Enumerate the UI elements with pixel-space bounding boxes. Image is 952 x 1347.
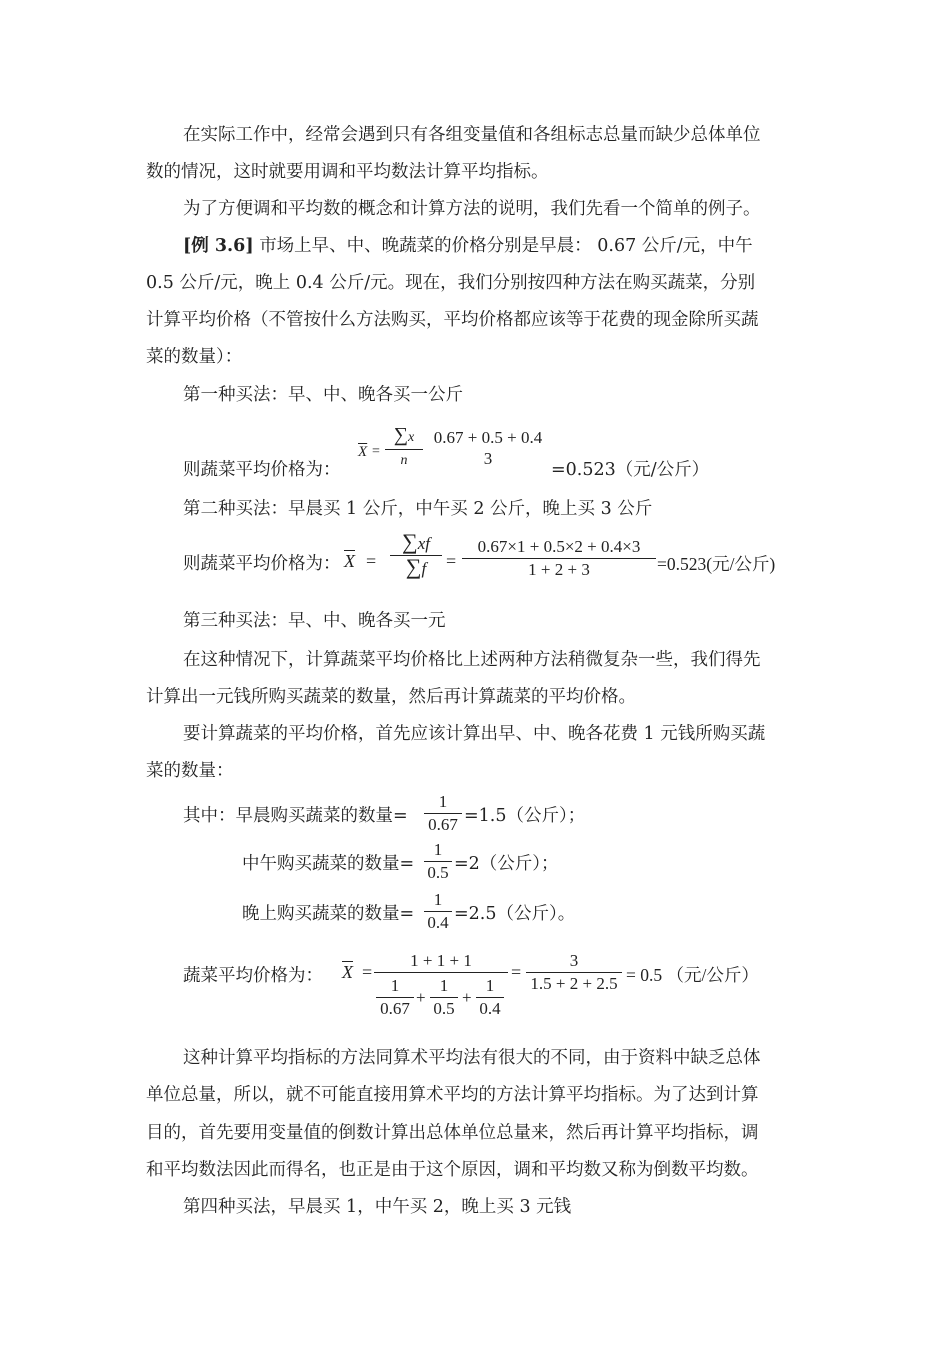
formula-label: 蔬菜平均价格为： <box>183 966 323 986</box>
harmonic-fraction <box>374 951 508 1026</box>
fraction-bar <box>430 997 458 998</box>
quantity-result: =2（公斤）； <box>454 854 559 874</box>
formula-label: 则蔬菜平均价格为： <box>183 460 341 480</box>
fraction-bar <box>424 911 452 912</box>
quantity-label: 其中：早晨购买蔬菜的数量= <box>183 806 408 826</box>
formula-result: = 0.5 （元/公斤） <box>626 965 759 985</box>
reciprocal-fraction <box>424 840 452 883</box>
paragraph-line: 和平均数法因此而得名，也正是由于这个原因，调和平均数又称为倒数平均数。 <box>146 1160 759 1180</box>
fraction-denominator: 1 + 2 + 3 <box>528 560 590 579</box>
reciprocal-fraction <box>376 976 414 1019</box>
value-fraction <box>462 537 656 580</box>
paragraph-line: 菜的数量）： <box>146 347 243 367</box>
reciprocal-fraction <box>424 792 462 835</box>
sigma-symbol: ∑ <box>393 424 409 446</box>
fraction-numerator: 1 <box>439 976 449 995</box>
example-label: [例 3.6] <box>183 236 254 256</box>
fraction-denominator: 1.5 + 2 + 2.5 <box>530 974 618 993</box>
fraction-numerator <box>390 529 442 554</box>
method-heading: 第一种买法：早、中、晚各买一公斤 <box>183 385 463 405</box>
formula-label: 则蔬菜平均价格为： <box>183 554 341 574</box>
sigma-symbol: ∑ <box>405 554 422 579</box>
fraction-bar <box>462 558 656 559</box>
quantity-result: =2.5（公斤）。 <box>454 904 576 924</box>
sum-fraction <box>385 425 423 471</box>
fraction-bar <box>376 997 414 998</box>
example-text: 市场上早、中、晚蔬菜的价格分别是早晨： 0.67 公斤/元，中午 <box>259 236 753 256</box>
reciprocal-fraction <box>430 976 458 1019</box>
paragraph-line: 这种计算平均指标的方法同算术平均法有很大的不同，由于资料中缺乏总体 <box>183 1048 761 1068</box>
x-bar-symbol: $\overline{X}$ <box>358 444 368 460</box>
fraction-bar <box>526 972 622 973</box>
sigma-symbol: ∑ <box>402 529 418 554</box>
x-symbol: x <box>408 430 415 445</box>
fraction-bar <box>424 813 462 814</box>
paragraph-line: 为了方便调和平均数的概念和计算方法的说明，我们先看一个简单的例子。 <box>183 199 761 219</box>
paragraph-line: 要计算蔬菜的平均价格，首先应该计算出早、中、晚各花费 1 元钱所购买蔬 <box>183 724 766 744</box>
paragraph-line: 菜的数量： <box>146 761 234 781</box>
quantity-label: 晚上购买蔬菜的数量= <box>242 904 415 924</box>
equals-sign: = <box>511 962 522 982</box>
sum-fraction <box>526 951 622 994</box>
weighted-sum-fraction <box>390 529 442 579</box>
paragraph-line: 在实际工作中，经常会遇到只有各组变量值和各组标志总量而缺少总体单位 <box>183 125 761 145</box>
fraction-denominator: 0.4 <box>479 999 501 1018</box>
value-fraction <box>427 428 549 469</box>
fraction-bar <box>374 972 508 973</box>
fraction-denominator: 0.5 <box>427 863 449 882</box>
fraction-numerator: 1 <box>485 976 495 995</box>
fraction-numerator: 0.67 + 0.5 + 0.4 <box>433 428 543 447</box>
paragraph-line: 计算平均价格（不管按什么方法购买，平均价格都应该等于花费的现金除所买蔬 <box>146 310 759 330</box>
fraction-numerator: 1 <box>390 976 400 995</box>
equals-sign: = <box>446 551 457 571</box>
fraction-bar <box>476 997 504 998</box>
fraction-numerator: 3 <box>569 951 579 970</box>
plus-sign: + <box>462 988 472 1007</box>
equals-sign: = <box>372 444 380 459</box>
paragraph-line: 数的情况，这时就要用调和平均数法计算平均指标。 <box>146 162 549 182</box>
paragraph-line: 0.5 公斤/元，晚上 0.4 公斤/元。现在，我们分别按四种方法在购买蔬菜，分别 <box>146 273 756 293</box>
equals-sign: = <box>366 551 377 571</box>
fraction-denominator <box>390 554 442 579</box>
xf-symbol: xf <box>417 534 430 553</box>
method-heading: 第二种买法：早晨买 1 公斤，中午买 2 公斤，晚上买 3 公斤 <box>183 499 653 519</box>
x-bar-symbol: $\overline{X}$ <box>342 962 353 982</box>
fraction-numerator: 1 <box>438 792 448 811</box>
paragraph-line: 目的，首先要用变量值的倒数计算出总体单位总量来，然后再计算平均指标，调 <box>146 1123 759 1143</box>
fraction-numerator: 0.67×1 + 0.5×2 + 0.4×3 <box>477 537 641 556</box>
fraction-bar <box>424 861 452 862</box>
method-heading: 第四种买法，早晨买 1，中午买 2，晚上买 3 元钱 <box>183 1197 572 1217</box>
fraction-bar <box>385 449 423 450</box>
fraction-denominator: n <box>400 453 408 468</box>
example-line <box>183 234 753 258</box>
paragraph-line: 计算出一元钱所购买蔬菜的数量，然后再计算蔬菜的平均价格。 <box>146 687 636 707</box>
fraction-denominator <box>374 974 508 1026</box>
paragraph-line: 单位总量，所以，就不可能直接用算术平均的方法计算平均指标。为了达到计算 <box>146 1085 759 1105</box>
method-heading: 第三种买法：早、中、晚各买一元 <box>183 611 446 631</box>
reciprocal-fraction <box>424 890 452 933</box>
fraction-denominator: 0.5 <box>433 999 455 1018</box>
reciprocal-fraction <box>476 976 504 1019</box>
fraction-numerator: 1 <box>433 890 443 909</box>
fraction-denominator: 0.67 <box>428 815 458 834</box>
fraction-denominator: 3 <box>483 449 493 468</box>
fraction-numerator: 1 + 1 + 1 <box>410 951 472 970</box>
formula-result: =0.523(元/公斤) <box>657 554 776 574</box>
plus-sign: + <box>416 988 426 1007</box>
fraction-denominator: 0.67 <box>380 999 410 1018</box>
paragraph-line: 在这种情况下，计算蔬菜平均价格比上述两种方法稍微复杂一些，我们得先 <box>183 650 761 670</box>
formula-result: =0.523（元/公斤） <box>551 460 710 480</box>
fraction-denominator: 0.4 <box>427 913 449 932</box>
quantity-label: 中午购买蔬菜的数量= <box>242 854 415 874</box>
equals-sign: = <box>362 962 373 982</box>
quantity-result: =1.5（公斤）； <box>464 806 586 826</box>
fraction-numerator <box>385 425 423 448</box>
fraction-numerator: 1 <box>433 840 443 859</box>
x-bar-symbol: $\overline{X}$ <box>344 551 355 571</box>
f-symbol: f <box>421 559 427 578</box>
